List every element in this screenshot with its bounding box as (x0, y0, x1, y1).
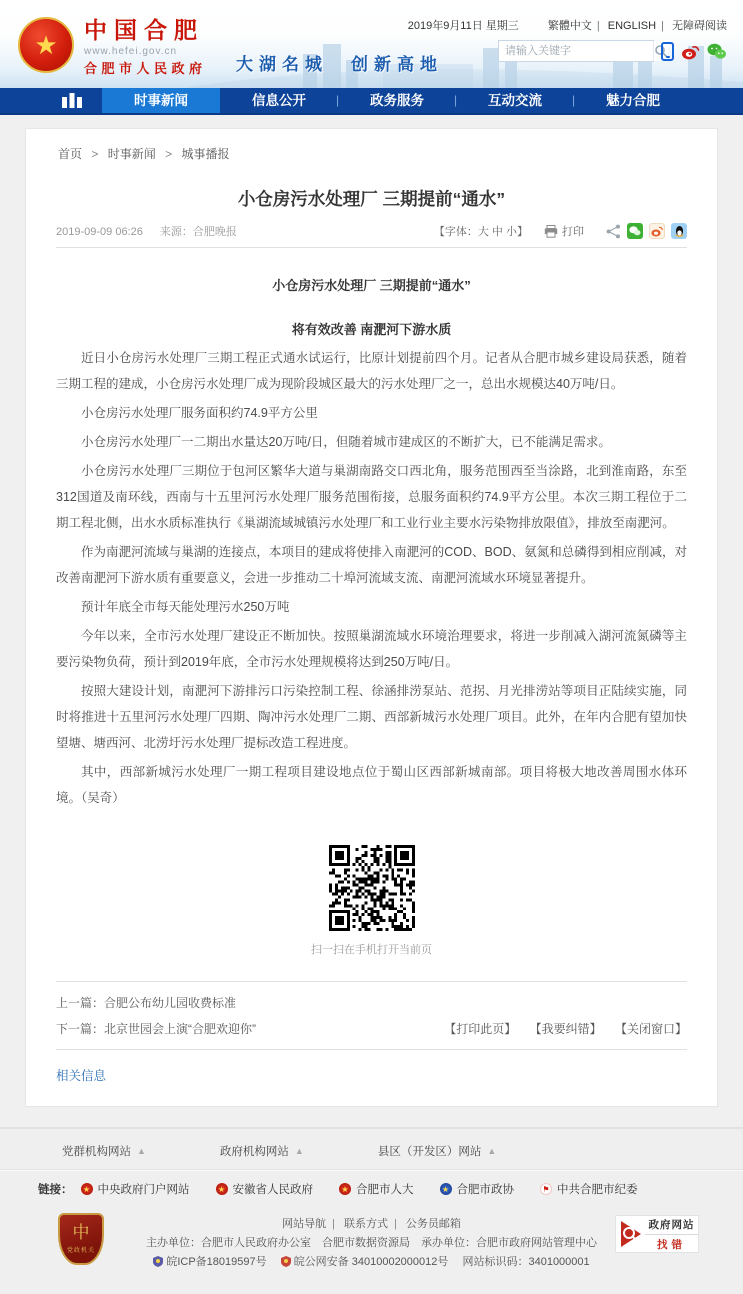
qr-block (56, 845, 687, 957)
share-qq-icon[interactable] (671, 223, 687, 239)
footer-icp-line (0, 1253, 743, 1272)
paragraph: 今年以来，全市污水处理厂建设正不断加快。按照巢湖流域水环境治理要求，将进一步削减入湖河流氮磷等主要污染物负荷，预计到2019年底，全市污水处理规模将达到250万吨/日。 (56, 629, 687, 669)
prev-article (56, 994, 687, 1011)
emblem-icon: ★ (81, 1183, 93, 1195)
nav-item-info-disclosure[interactable]: 信息公开 (252, 93, 306, 108)
paragraph: 作为南淝河流域与巢湖的连接点，本项目的建成将使排入南淝河的COD、BOD、氨氮和总磷得到相应削减，对改善南淝河下游水质有重要意义，会进一步推动二十埠河流域支流、南淝河流域水环境显著提升。 (56, 545, 687, 585)
site-map-link[interactable]: 网站导航 (282, 1218, 327, 1230)
lang-traditional-chinese[interactable]: 繁體中文 (547, 20, 592, 32)
weibo-icon[interactable] (681, 43, 700, 60)
site-org: 合肥市人民政府 (84, 61, 207, 76)
site-header (0, 0, 743, 88)
printer-icon (544, 225, 558, 238)
party-gov-badge[interactable]: 中 党政机关 (58, 1213, 104, 1265)
triangle-up-icon: ▲ (294, 1146, 304, 1156)
breadcrumb-home[interactable]: 首页 (58, 147, 83, 161)
current-date: 2019年9月11日 星期三 (407, 20, 519, 32)
prev-label: 上一篇： (56, 996, 105, 1010)
search-row (498, 40, 727, 62)
next-label: 下一篇： (56, 1022, 105, 1036)
close-window-button[interactable]: 【关闭窗口】 (614, 1022, 687, 1036)
print-page-button[interactable]: 【打印此页】 (444, 1022, 517, 1036)
paragraph: 小仓房污水处理厂一二期出水量达20万吨/日，但随着城市建成区的不断扩大，已不能满足需求。 (81, 435, 611, 449)
footer-bottom (0, 1207, 743, 1294)
main-nav (0, 88, 743, 115)
find-error-icon (619, 1219, 645, 1249)
gov-site-error-report-badge[interactable]: 政府网站 找错 (615, 1215, 699, 1253)
breadcrumb-news[interactable]: 时事新闻 (107, 147, 156, 161)
national-emblem-icon: ★ (18, 17, 74, 73)
nav-item-interaction[interactable]: | 互动交流 (454, 93, 542, 108)
article-title: 小仓房污水处理厂 三期提前“通水” (237, 189, 506, 209)
report-error-button[interactable]: 【我要纠错】 (529, 1022, 602, 1036)
breadcrumb-city-report[interactable]: 城事播报 (181, 147, 230, 161)
next-article-link[interactable]: 北京世园会上演“合肥欢迎你” (104, 1022, 257, 1036)
emblem-icon: ★ (440, 1183, 452, 1195)
home-icon (61, 93, 83, 108)
emblem-icon: ★ (216, 1183, 228, 1195)
nav-item-charming-hefei[interactable]: | 魅力合肥 (572, 93, 660, 108)
next-article-row (56, 1020, 687, 1050)
home-nav-button[interactable] (42, 88, 102, 113)
emblem-icon: ★ (339, 1183, 351, 1195)
nav-item-gov-services[interactable]: | 政务服务 (336, 93, 424, 108)
paragraph: 小仓房污水处理厂服务面积约74.9平方公里 (81, 406, 318, 420)
article-subtitle-2: 将有效改善 南淝河下游水质 (291, 322, 452, 337)
main-area (0, 115, 743, 1127)
search-input[interactable] (499, 41, 653, 61)
footer-link-hefei-cppcc[interactable]: ★ 合肥市政协 (440, 1181, 515, 1197)
nav-item-news[interactable]: 时事新闻 (102, 88, 220, 113)
paragraph: 近日小仓房污水处理厂三期工程正式通水试运行，比原计划提前四个月。记者从合肥市城乡建设局获悉，随着三期工程的建成，小仓房污水处理厂成为现阶段城区最大的污水处理厂之一，总出水规模达40万吨/日。 (56, 351, 687, 391)
footer-group-party-sites[interactable]: 党群机构网站 ▲ (62, 1146, 146, 1158)
site-brand[interactable] (18, 12, 207, 77)
search-box (498, 40, 654, 62)
paragraph: 按照大建设计划，南淝河下游排污口污染控制工程、徐涵排涝泵站、范拐、月光排涝站等项目正陆续实施，同时将推进十五里河污水处理厂四期、陶冲污水处理厂二期、西部新城污水处理厂项目。此外，在年内合肥有望加快望塘、塘西河、北涝圩污水处理厂提标改造工程进度。 (56, 684, 687, 750)
site-url: www.hefei.gov.cn (84, 46, 178, 57)
footer-link-hefei-npc[interactable]: ★ 合肥市人大 (339, 1181, 414, 1197)
site-id-number: 网站标识码：3401000001 (462, 1256, 590, 1268)
article-card (25, 128, 718, 1107)
paragraph: 其中，西部新城污水处理厂一期工程项目建设地点位于蜀山区西部新城南部。项目将极大地改善周围水体环境。（吴奇） (56, 765, 687, 805)
icp-badge-icon (153, 1256, 163, 1267)
contact-link[interactable]: 联系方式 (344, 1218, 388, 1230)
prev-article-link[interactable]: 合肥公布幼儿园收费标准 (104, 996, 237, 1010)
party-flag-icon: ⚑ (540, 1183, 552, 1195)
next-article (56, 1020, 256, 1037)
share-icon[interactable] (606, 224, 621, 239)
page-actions (434, 1020, 687, 1037)
footer-links-label: 链接： (38, 1184, 73, 1196)
footer-link-anhui-gov[interactable]: ★ 安徽省人民政府 (216, 1181, 314, 1197)
qr-caption: 扫一扫在手机打开当前页 (311, 944, 432, 956)
civil-servant-mail-link[interactable]: 公务员邮箱 (405, 1218, 461, 1230)
paragraph: 小仓房污水处理厂三期位于包河区繁华大道与巢湖南路交口西北角，服务范围西至当涂路，北到淮南路，东至312国道及南环线，西南与十五里河污水处理厂服务范围衔接，总服务面积约74.9平方公里。本次三期工程位于二期工程北侧，出水水质标准执行《巢湖流域城镇污水处理厂和工业行业主要水污染物排放限值》，排放至南淝河。 (56, 464, 687, 530)
site-slogan: 大湖名城 创新高地 (236, 55, 443, 74)
article-date: 2019-09-09 06:26 (56, 226, 143, 238)
badge-emblem-icon: 中 (72, 1223, 90, 1242)
wechat-icon[interactable] (707, 43, 727, 60)
lang-english[interactable]: ENGLISH (607, 20, 657, 32)
icp-number[interactable]: 皖ICP备18019597号 (166, 1256, 267, 1268)
site-name: 中国合肥 (84, 17, 204, 43)
footer-site-groups (0, 1139, 743, 1170)
footer-link-discipline-commission[interactable]: ⚑ 中共合肥市纪委 (540, 1181, 638, 1197)
article-meta (56, 223, 687, 239)
footer-nav-line: 网站导航 | 联系方式 | 公务员邮箱 (282, 1218, 461, 1230)
font-size-control[interactable]: 【字体：大 中 小】 (433, 226, 528, 238)
police-badge-icon (281, 1256, 291, 1267)
share-bar (600, 223, 687, 239)
related-info-link[interactable]: 相关信息 (56, 1069, 107, 1083)
article-footer (56, 981, 687, 1098)
accessibility-link[interactable]: 无障碍阅读 (672, 20, 727, 32)
article-subtitle-1: 小仓房污水处理厂 三期提前“通水” (272, 278, 471, 293)
security-record-number[interactable]: 皖公网安备 34010002000012号 (293, 1256, 449, 1268)
share-wechat-icon[interactable] (627, 223, 643, 239)
mobile-version-icon[interactable] (661, 42, 674, 61)
topbar: 2019年9月11日 星期三 繁體中文 | ENGLISH | 无障碍阅读 (407, 20, 727, 32)
footer-group-district-sites[interactable]: 县区（开发区）网站 ▲ (377, 1146, 497, 1158)
paragraph: 预计年底全市每天能处理污水250万吨 (81, 600, 290, 614)
triangle-up-icon: ▲ (137, 1146, 146, 1156)
footer-links-row (0, 1170, 743, 1207)
triangle-up-icon: ▲ (487, 1146, 497, 1156)
footer-org-line: 主办单位：合肥市人民政府办公室 合肥市数据资源局 承办单位：合肥市政府网站管理中心 (146, 1237, 597, 1249)
print-button[interactable]: 打印 (544, 223, 584, 239)
site-footer (0, 1127, 743, 1294)
share-weibo-icon[interactable] (649, 223, 665, 239)
qr-code (329, 845, 415, 931)
footer-group-gov-sites[interactable]: 政府机构网站 ▲ (219, 1146, 304, 1158)
footer-link-central-gov[interactable]: ★ 中央政府门户网站 (81, 1181, 190, 1197)
article-source: 来源：合肥晚报 (159, 226, 237, 238)
article-body (56, 248, 687, 811)
breadcrumb: 首页 > 时事新闻 > 城事播报 (58, 147, 230, 161)
